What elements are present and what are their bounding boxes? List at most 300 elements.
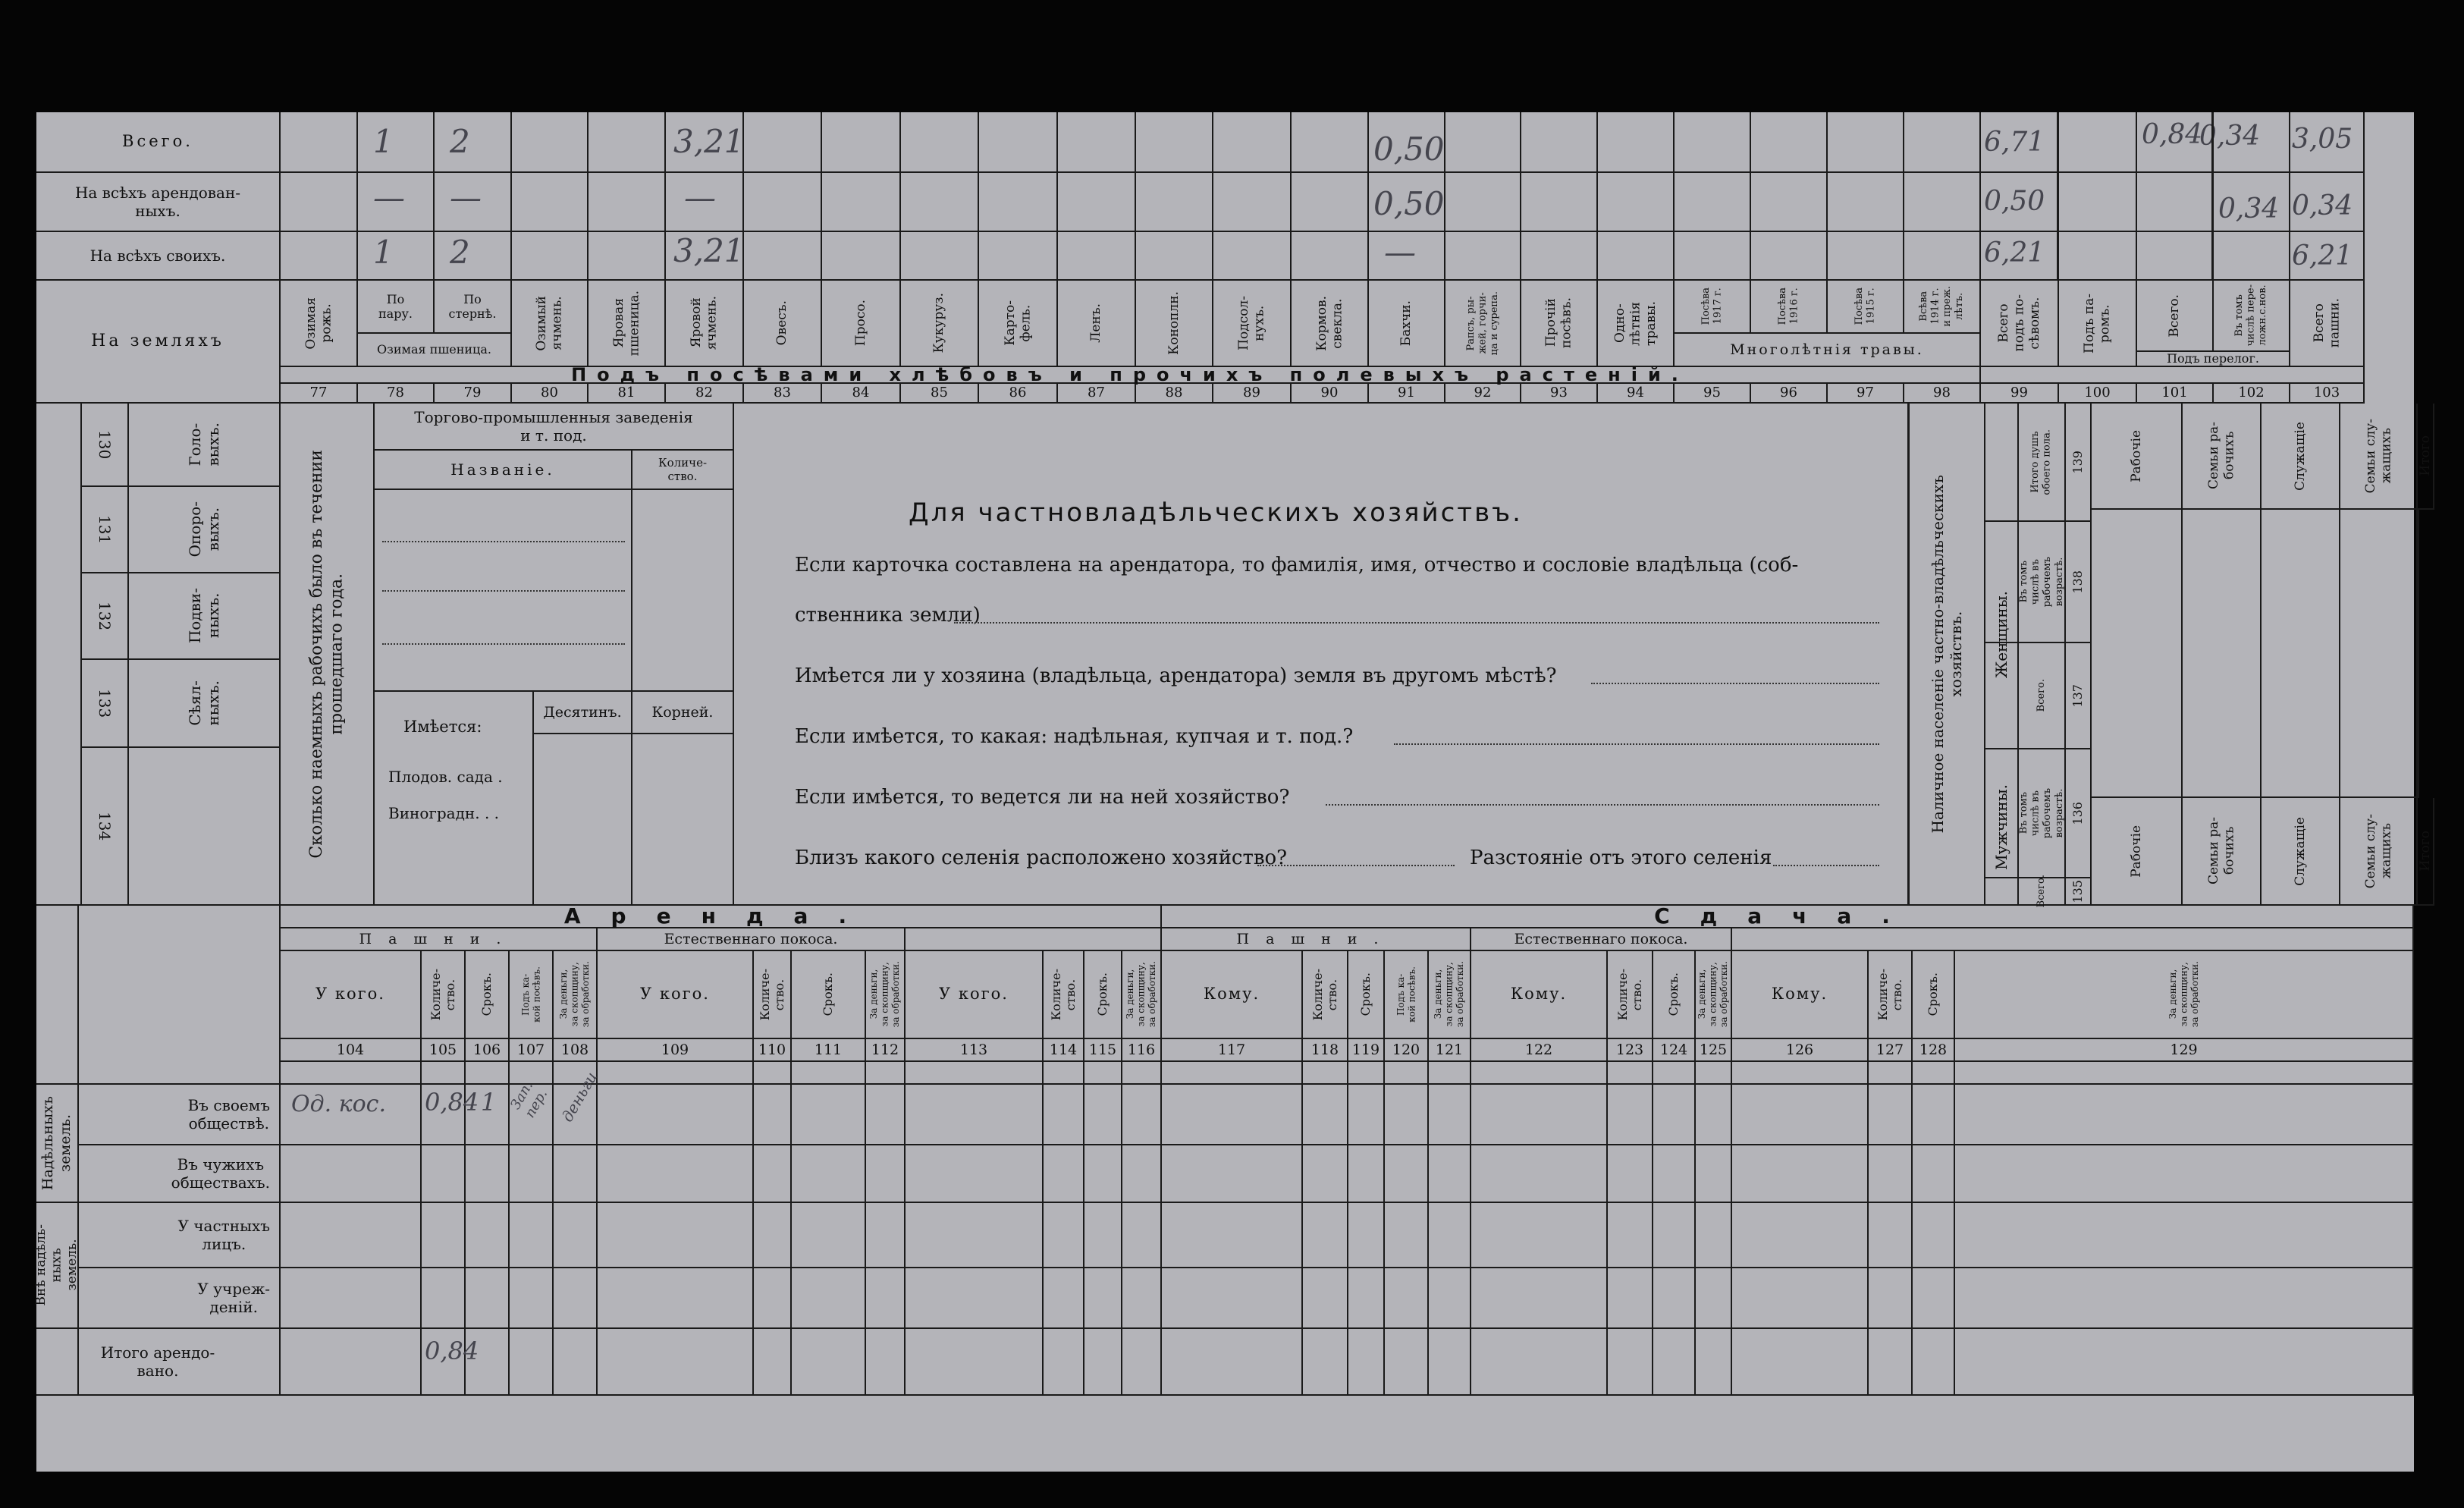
lease-cell-125-r0[interactable] [1696,1085,1732,1145]
top-cell-96-r2[interactable] [1751,232,1828,281]
top-cell-83-r0[interactable] [744,112,822,173]
top-cell-97-r0[interactable] [1828,112,1904,173]
top-cell-86-r0[interactable] [979,112,1058,173]
top-cell-101-r2[interactable] [2137,232,2214,281]
lease-cell-116-r1[interactable] [1122,1145,1162,1203]
lease-cell-105-r1[interactable] [422,1145,466,1203]
top-cell-90-r2[interactable] [1292,232,1369,281]
lease-cell-119-r3[interactable] [1348,1268,1385,1329]
top-cell-103-r0[interactable] [2290,112,2365,173]
top-cell-84-r0[interactable] [822,112,901,173]
lease-col-header-121 [1429,951,1471,1039]
lease-col-number-120: 120 [1385,1039,1429,1062]
livestock-label-132 [129,573,281,660]
top-cell-90-r0[interactable] [1292,112,1369,173]
livestock-label-130-text: Голо- выхъ. [186,423,222,467]
lease-cell-129-r0[interactable] [1955,1085,2414,1145]
staff-header-top-0 [2092,404,2183,510]
top-cell-88-r2[interactable] [1136,232,1213,281]
staff-field-4[interactable] [2418,510,2419,798]
lease-cell-112-r0[interactable] [866,1085,906,1145]
lease-cell-125-r2[interactable] [1696,1203,1732,1268]
lease-cell-110-r4[interactable] [754,1329,792,1396]
col-header-87-text: Ленъ. [1088,303,1104,343]
lease-cell-124-r0[interactable] [1653,1085,1696,1145]
lease-cell-106-r2[interactable] [466,1203,510,1268]
lease-col-header-105-text: Количе- ство. [428,968,457,1021]
lease-cell-114-r0[interactable] [1044,1085,1084,1145]
lease-col-header-108-text: За деньги, за скопщину, за обработки. [558,961,592,1028]
pop-label-139 [2019,404,2066,522]
lease-cell-113-r0[interactable] [906,1085,1044,1145]
top-cell-89-r2[interactable] [1213,232,1292,281]
lease-cell-119-r2[interactable] [1348,1203,1385,1268]
top-cell-89-r1[interactable] [1213,173,1292,232]
lease-cell-114-r4[interactable] [1044,1329,1084,1396]
lease-cell-116-r0[interactable] [1122,1085,1162,1145]
top-cell-77-r0[interactable] [281,112,358,173]
pop-num-137 [2066,643,2092,749]
top-cell-87-r1[interactable] [1058,173,1136,232]
lease-col-header-121-text: За деньги, за скопщину, за обработки. [1433,961,1466,1028]
col-header-88 [1136,281,1213,367]
trade-title: Торгово-промышленныя заведенія и т. под. [375,404,734,451]
handwritten-r1-srok: 1 [481,1088,497,1117]
col-header-94-text: Одно- лѣтнія травы. [1612,300,1659,346]
lease-cell-127-r3[interactable] [1869,1268,1913,1329]
col-header-91 [1369,281,1445,367]
lease-cell-128-r0[interactable] [1913,1085,1955,1145]
staff-header-top-4 [2418,404,2434,510]
lease-cell-115-r3[interactable] [1084,1268,1122,1329]
top-cell-82-r2[interactable] [666,232,744,281]
lease-spacer-110 [754,1062,792,1085]
lease-cell-111-r0[interactable] [792,1085,866,1145]
lease-cell-112-r1[interactable] [866,1145,906,1203]
col-number-78: 78 [358,384,435,404]
top-cell-98-r2[interactable] [1904,232,1981,281]
lease-col-number-122: 122 [1471,1039,1608,1062]
pop-num-135-text: 135 [2070,879,2086,903]
lease-cell-106-r3[interactable] [466,1268,510,1329]
col-number-86: 86 [979,384,1058,404]
ozimaya-pshenitsa-header: Озимая пшеница. [358,334,512,367]
top-cell-95-r1[interactable] [1675,173,1751,232]
lease-cell-119-r0[interactable] [1348,1085,1385,1145]
col-header-93 [1521,281,1598,367]
staff-field-2[interactable] [2262,510,2340,798]
lease-cell-129-r4[interactable] [1955,1329,2414,1396]
lease-col-header-120-text: Подъ ка- кой посѣвъ. [1395,966,1417,1023]
lease-cell-107-r4[interactable] [510,1329,554,1396]
other-land-field[interactable] [1591,683,1879,684]
trade-qty-field[interactable] [632,490,734,692]
livestock-label-133-text: Сѣял- ныхъ. [186,680,222,726]
top-cell-81-r0[interactable] [589,112,666,173]
top-cell-81-r1[interactable] [589,173,666,232]
top-cell-79-r0[interactable] [435,112,512,173]
top-cell-96-r0[interactable] [1751,112,1828,173]
lease-cell-121-r3[interactable] [1429,1268,1471,1329]
handwritten-svoi-99: 6,21 [1984,237,2045,269]
handwritten-arend-91: 0,50 [1373,185,1445,222]
lease-cell-124-r3[interactable] [1653,1268,1696,1329]
lease-spacer-125 [1696,1062,1732,1085]
top-cell-86-r2[interactable] [979,232,1058,281]
lease-cell-127-r4[interactable] [1869,1329,1913,1396]
lease-cell-124-r1[interactable] [1653,1145,1696,1203]
lease-cell-123-r4[interactable] [1608,1329,1653,1396]
private-q3: Если имѣется, то какая: надѣльная, купчая и т. под.? [795,725,1354,748]
top-cell-96-r1[interactable] [1751,173,1828,232]
top-cell-100-r1[interactable] [2059,173,2137,232]
lease-cell-113-r2[interactable] [906,1203,1044,1268]
top-cell-85-r2[interactable] [901,232,979,281]
lease-cell-118-r0[interactable] [1303,1085,1348,1145]
lease-cell-112-r3[interactable] [866,1268,906,1329]
staff-field-1[interactable] [2183,510,2262,798]
top-cell-102-r2[interactable] [2214,232,2290,281]
top-cell-87-r0[interactable] [1058,112,1136,173]
col-header-98 [1904,281,1981,334]
top-cell-82-r0[interactable] [666,112,744,173]
lease-cell-129-r2[interactable] [1955,1203,2414,1268]
lease-row-label-3: У учреж- деній. [79,1268,281,1329]
top-cell-93-r1[interactable] [1521,173,1598,232]
lease-cell-111-r4[interactable] [792,1329,866,1396]
lease-cell-117-r0[interactable] [1162,1085,1303,1145]
top-cell-80-r1[interactable] [512,173,589,232]
lease-cell-126-r1[interactable] [1732,1145,1869,1203]
top-cell-103-r1[interactable] [2290,173,2365,232]
lease-cell-121-r1[interactable] [1429,1145,1471,1203]
top-cell-98-r1[interactable] [1904,173,1981,232]
lease-cell-110-r3[interactable] [754,1268,792,1329]
lease-col-header-116 [1122,951,1162,1039]
lease-cell-107-r3[interactable] [510,1268,554,1329]
lease-col-header-108 [554,951,598,1039]
lease-spacer-121 [1429,1062,1471,1085]
top-cell-99-r0[interactable] [1981,112,2059,173]
lease-cell-123-r3[interactable] [1608,1268,1653,1329]
pop-label-135 [2019,875,2066,908]
top-cell-81-r2[interactable] [589,232,666,281]
row-label-rented: На всѣхъ арендован- ныхъ. [36,173,281,232]
top-cell-80-r0[interactable] [512,112,589,173]
top-cell-103-r2[interactable] [2290,232,2365,281]
lease-cell-112-r2[interactable] [866,1203,906,1268]
col-number-83: 83 [744,384,822,404]
top-cell-80-r2[interactable] [512,232,589,281]
lease-cell-112-r4[interactable] [866,1329,906,1396]
lease-cell-122-r4[interactable] [1471,1329,1608,1396]
lease-cell-128-r2[interactable] [1913,1203,1955,1268]
lease-cell-104-r3[interactable] [281,1268,422,1329]
lease-cell-105-r2[interactable] [422,1203,466,1268]
top-cell-99-r1[interactable] [1981,173,2059,232]
handwritten-svoi-91: — [1384,234,1416,271]
lease-cell-123-r0[interactable] [1608,1085,1653,1145]
lease-cell-118-r2[interactable] [1303,1203,1348,1268]
top-cell-90-r1[interactable] [1292,173,1369,232]
crops-banner: Подъ посѣвами хлѣбовъ и прочихъ полевыхъ растеній. [281,367,1981,384]
top-cell-92-r2[interactable] [1445,232,1521,281]
lease-col-header-114 [1044,951,1084,1039]
top-cell-89-r0[interactable] [1213,112,1292,173]
lease-cell-118-r4[interactable] [1303,1329,1348,1396]
lease-cell-113-r4[interactable] [906,1329,1044,1396]
staff-header-bottom-4-text: Итого [2418,831,2433,872]
lease-spacer-118 [1303,1062,1348,1085]
top-cell-78-r0[interactable] [358,112,435,173]
top-cell-91-r1[interactable] [1369,173,1445,232]
col-header-88-text: Коноплн. [1166,291,1182,355]
top-cell-78-r1[interactable] [358,173,435,232]
lease-cell-108-r4[interactable] [554,1329,598,1396]
lease-spacer-126 [1732,1062,1869,1085]
top-cell-101-r1[interactable] [2137,173,2214,232]
lease-cell-110-r0[interactable] [754,1085,792,1145]
lease-cell-117-r4[interactable] [1162,1329,1303,1396]
livestock-label-132-text: Подви- ныхъ. [186,588,222,644]
roots-field[interactable] [632,734,734,906]
lease-cell-113-r3[interactable] [906,1268,1044,1329]
lease-cell-115-r2[interactable] [1084,1203,1122,1268]
lease-cell-120-r2[interactable] [1385,1203,1429,1268]
lease-cell-127-r0[interactable] [1869,1085,1913,1145]
staff-header-bottom-3-text: Семьи слу- жащихъ [2362,813,2393,889]
staff-header-bottom-4 [2418,798,2434,906]
lease-cell-105-r3[interactable] [422,1268,466,1329]
col-number-80: 80 [512,384,589,404]
top-cell-83-r1[interactable] [744,173,822,232]
lease-cell-125-r4[interactable] [1696,1329,1732,1396]
owner-name-field[interactable] [954,622,1879,624]
top-cell-77-r2[interactable] [281,232,358,281]
lease-cell-123-r2[interactable] [1608,1203,1653,1268]
lease-cell-117-r3[interactable] [1162,1268,1303,1329]
lease-cell-120-r4[interactable] [1385,1329,1429,1396]
lease-cell-108-r1[interactable] [554,1145,598,1203]
col-header-97-text: Посѣва 1915 г. [1853,287,1877,325]
top-cell-79-r1[interactable] [435,173,512,232]
lease-cell-116-r3[interactable] [1122,1268,1162,1329]
top-cell-87-r2[interactable] [1058,232,1136,281]
lease-col-header-115 [1084,951,1122,1039]
col-header-102-text: Въ томъ числѣ пере- ложн.с.нов. [2233,284,2269,347]
lease-cell-115-r4[interactable] [1084,1329,1122,1396]
village-field[interactable] [1257,865,1455,866]
lease-cell-116-r4[interactable] [1122,1329,1162,1396]
lease-cell-121-r0[interactable] [1429,1085,1471,1145]
lease-cell-128-r4[interactable] [1913,1329,1955,1396]
lease-cell-104-r2[interactable] [281,1203,422,1268]
top-cell-83-r2[interactable] [744,232,822,281]
lease-cell-119-r4[interactable] [1348,1329,1385,1396]
lease-cell-125-r3[interactable] [1696,1268,1732,1329]
lease-cell-122-r2[interactable] [1471,1203,1608,1268]
col-header-103 [2290,281,2365,367]
lease-cell-111-r2[interactable] [792,1203,866,1268]
lease-cell-117-r2[interactable] [1162,1203,1303,1268]
lease-cell-113-r1[interactable] [906,1145,1044,1203]
handwritten-svoi-78: 1 [373,234,394,271]
lease-cell-117-r1[interactable] [1162,1145,1303,1203]
lease-cell-125-r1[interactable] [1696,1145,1732,1203]
col-number-77: 77 [281,384,358,404]
lease-col-number-109: 109 [598,1039,754,1062]
col-header-96 [1751,281,1828,334]
lease-cell-121-r4[interactable] [1429,1329,1471,1396]
pop-num-139-text: 139 [2070,450,2086,474]
lease-cell-109-r2[interactable] [598,1203,754,1268]
top-cell-102-r1[interactable] [2214,173,2290,232]
lease-cell-123-r1[interactable] [1608,1145,1653,1203]
pop-label-138 [2019,522,2066,643]
lease-cell-109-r0[interactable] [598,1085,754,1145]
col-header-81-text: Яровая пшеница. [611,290,642,357]
pop-label-136-text: Въ томъ числѣ въ рабочемъ возрастѣ. [2017,787,2065,839]
lease-cell-124-r2[interactable] [1653,1203,1696,1268]
lease-cell-111-r3[interactable] [792,1268,866,1329]
top-cell-92-r0[interactable] [1445,112,1521,173]
lease-cell-126-r0[interactable] [1732,1085,1869,1145]
lease-cell-121-r2[interactable] [1429,1203,1471,1268]
lease-col-header-127 [1869,951,1913,1039]
dessiatin-field[interactable] [534,734,632,906]
lease-cell-104-r1[interactable] [281,1145,422,1203]
top-cell-82-r1[interactable] [666,173,744,232]
lease-cell-127-r1[interactable] [1869,1145,1913,1203]
lease-cell-126-r4[interactable] [1732,1329,1869,1396]
lease-col-header-104: У кого. [281,951,422,1039]
top-cell-98-r0[interactable] [1904,112,1981,173]
lease-cell-110-r2[interactable] [754,1203,792,1268]
lease-cell-122-r0[interactable] [1471,1085,1608,1145]
top-cell-97-r2[interactable] [1828,232,1904,281]
lease-cell-129-r3[interactable] [1955,1268,2414,1329]
row-label-own: На всѣхъ своихъ. [36,232,281,281]
top-cell-102-r0[interactable] [2214,112,2290,173]
lease-cell-118-r3[interactable] [1303,1268,1348,1329]
top-cell-93-r0[interactable] [1521,112,1598,173]
top-cell-101-r0[interactable] [2137,112,2214,173]
lease-cell-120-r3[interactable] [1385,1268,1429,1329]
top-cell-79-r2[interactable] [435,232,512,281]
lease-cell-114-r3[interactable] [1044,1268,1084,1329]
lease-col-header-115-text: Срокъ. [1095,972,1110,1016]
mnogoletnie-header: Многолѣтнія травы. [1675,334,1981,367]
village-distance-field[interactable] [1773,865,1879,866]
top-cell-95-r2[interactable] [1675,232,1751,281]
top-cell-97-r1[interactable] [1828,173,1904,232]
lease-cell-104-r4[interactable] [281,1329,422,1396]
lease-spacer-127 [1869,1062,1913,1085]
lease-cell-115-r0[interactable] [1084,1085,1122,1145]
lease-cell-128-r1[interactable] [1913,1145,1955,1203]
top-cell-85-r1[interactable] [901,173,979,232]
col-header-100-text: Подъ па- ромъ. [2082,293,2113,353]
land-type-field[interactable] [1394,743,1879,745]
lease-cell-116-r2[interactable] [1122,1203,1162,1268]
top-cell-77-r1[interactable] [281,173,358,232]
lease-cell-108-r2[interactable] [554,1203,598,1268]
top-cell-94-r1[interactable] [1598,173,1675,232]
col-header-78: По пару. [358,281,435,334]
lease-cell-122-r1[interactable] [1471,1145,1608,1203]
top-cell-92-r1[interactable] [1445,173,1521,232]
staff-field-3[interactable] [2340,510,2418,798]
staff-field-0[interactable] [2092,510,2183,798]
top-cell-84-r1[interactable] [822,173,901,232]
lease-cell-122-r3[interactable] [1471,1268,1608,1329]
col-header-89-text: Подсол- нухъ. [1236,296,1267,350]
lease-cell-126-r3[interactable] [1732,1268,1869,1329]
lease-cell-120-r0[interactable] [1385,1085,1429,1145]
col-number-89: 89 [1213,384,1292,404]
lease-cell-107-r1[interactable] [510,1145,554,1203]
handwritten-vsego-101: 0,84 [2142,119,2203,150]
top-cell-95-r0[interactable] [1675,112,1751,173]
top-cell-94-r0[interactable] [1598,112,1675,173]
col-header-98-text: Всѣва 1914 г. и преж. лѣтъ. [1918,286,1966,327]
lease-cell-128-r3[interactable] [1913,1268,1955,1329]
top-cell-99-r2[interactable] [1981,232,2059,281]
lease-cell-120-r1[interactable] [1385,1145,1429,1203]
lease-cell-110-r1[interactable] [754,1145,792,1203]
livestock-num-130-text: 130 [96,429,114,460]
lease-cell-115-r1[interactable] [1084,1145,1122,1203]
top-cell-91-r2[interactable] [1369,232,1445,281]
lease-cell-127-r2[interactable] [1869,1203,1913,1268]
top-cell-84-r2[interactable] [822,232,901,281]
top-cell-100-r0[interactable] [2059,112,2137,173]
top-cell-91-r0[interactable] [1369,112,1445,173]
pop-label-137 [2019,643,2066,749]
top-cell-100-r2[interactable] [2059,232,2137,281]
lease-cell-124-r4[interactable] [1653,1329,1696,1396]
top-cell-86-r1[interactable] [979,173,1058,232]
lease-cell-118-r1[interactable] [1303,1145,1348,1203]
lease-cell-126-r2[interactable] [1732,1203,1869,1268]
farming-field[interactable] [1326,804,1879,806]
livestock-num-130 [82,404,129,487]
pop-label-137-text: Всего. [2036,679,2048,712]
private-q5: Близъ какого селенія расположено хозяйство? [795,847,1288,869]
top-cell-85-r0[interactable] [901,112,979,173]
lease-cell-106-r1[interactable] [466,1145,510,1203]
lease-cell-119-r1[interactable] [1348,1145,1385,1203]
top-cell-88-r1[interactable] [1136,173,1213,232]
lease-cell-114-r1[interactable] [1044,1145,1084,1203]
lease-spacer-117 [1162,1062,1303,1085]
lease-cell-109-r1[interactable] [598,1145,754,1203]
lease-cell-111-r1[interactable] [792,1145,866,1203]
top-cell-88-r0[interactable] [1136,112,1213,173]
lease-cell-107-r2[interactable] [510,1203,554,1268]
lease-cell-129-r1[interactable] [1955,1145,2414,1203]
top-cell-78-r2[interactable] [358,232,435,281]
top-cell-94-r2[interactable] [1598,232,1675,281]
top-cell-93-r2[interactable] [1521,232,1598,281]
col-header-95 [1675,281,1751,334]
lease-cell-109-r4[interactable] [598,1329,754,1396]
lease-col-number-126: 126 [1732,1039,1869,1062]
lease-cell-108-r3[interactable] [554,1268,598,1329]
lease-cell-114-r2[interactable] [1044,1203,1084,1268]
handwritten-vsego-102: 0,34 [2199,121,2261,152]
lease-cell-109-r3[interactable] [598,1268,754,1329]
